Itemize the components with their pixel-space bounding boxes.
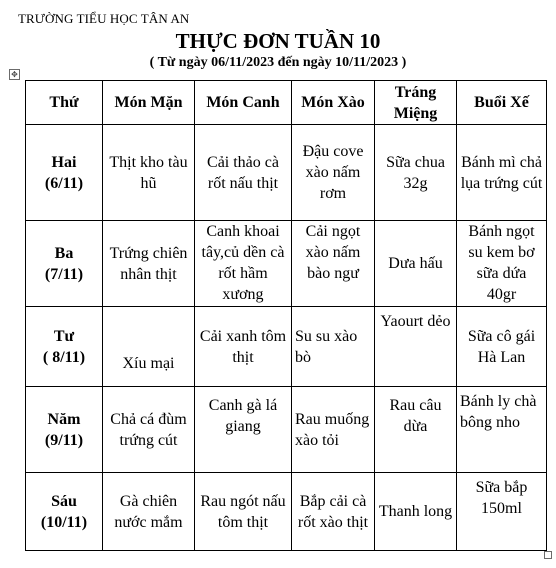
date-range: ( Từ ngày 06/11/2023 đến ngày 10/11/2023 )	[149, 55, 407, 70]
col-header-soup: Món Canh	[195, 81, 292, 125]
dessert-cell: Sữa chua 32g	[375, 125, 457, 221]
day-name: Tư	[53, 327, 75, 345]
main-dish-cell: Gà chiên nước mắm	[103, 473, 195, 551]
afternoon-snack-cell: Bánh ngọt su kem bơ sữa dứa 40gr	[457, 221, 547, 307]
day-date: (7/11)	[44, 265, 84, 283]
day-date: (10/11)	[40, 513, 88, 531]
day-date: (6/11)	[44, 174, 84, 192]
dessert-cell: Thanh long	[375, 473, 457, 551]
dessert-cell: Yaourt dẻo	[375, 307, 457, 387]
afternoon-snack-cell: Bánh ly chà bông nho	[457, 387, 547, 473]
stir-fry-cell: Bắp cải cà rốt xào thịt	[292, 473, 375, 551]
school-name: TRƯỜNG TIỂU HỌC TÂN AN	[18, 11, 190, 26]
main-dish-cell: Thịt kho tàu hũ	[103, 125, 195, 221]
dessert-cell: Rau câu dừa	[375, 387, 457, 473]
dessert-cell: Dưa hấu	[375, 221, 457, 307]
soup-cell: Cải xanh tôm thịt	[195, 307, 292, 387]
weekly-menu-table	[25, 80, 547, 551]
day-name: Năm	[47, 410, 81, 428]
header-row	[26, 81, 547, 125]
table-move-handle-icon[interactable]: ✥	[9, 69, 20, 80]
main-dish-cell: Chả cá đùm trứng cút	[103, 387, 195, 473]
menu-title: THỰC ĐƠN TUẦN 10	[175, 29, 381, 53]
col-header-stir-fry: Món Xào	[292, 81, 375, 125]
stir-fry-cell: Cải ngọt xào nấm bào ngư	[292, 221, 375, 307]
day-cell	[26, 125, 103, 221]
day-cell	[26, 307, 103, 387]
day-name: Ba	[54, 244, 74, 262]
table-row	[26, 221, 547, 307]
day-cell	[26, 387, 103, 473]
table-row	[26, 473, 547, 551]
table-resize-handle[interactable]	[544, 551, 552, 559]
day-name: Hai	[51, 153, 77, 171]
stir-fry-cell: Su su xào bò	[292, 307, 375, 387]
main-dish-cell: Xíu mại	[103, 307, 195, 387]
main-dish-cell: Trứng chiên nhân thịt	[103, 221, 195, 307]
stir-fry-cell: Đậu cove xào nấm rơm	[292, 125, 375, 221]
afternoon-snack-cell: Sữa bắp 150ml	[457, 473, 547, 551]
col-header-main-dish: Món Mặn	[103, 81, 195, 125]
col-header-afternoon-snack: Buổi Xế	[457, 81, 547, 125]
col-header-day: Thứ	[26, 81, 103, 125]
afternoon-snack-cell: Bánh mì chả lụa trứng cút	[457, 125, 547, 221]
soup-cell: Canh gà lá giang	[195, 387, 292, 473]
afternoon-snack-cell: Sữa cô gái Hà Lan	[457, 307, 547, 387]
day-date: ( 8/11)	[42, 348, 86, 366]
day-cell	[26, 473, 103, 551]
day-date: (9/11)	[44, 431, 84, 449]
soup-cell: Rau ngót nấu tôm thịt	[195, 473, 292, 551]
table-row	[26, 125, 547, 221]
day-cell	[26, 221, 103, 307]
table-row	[26, 307, 547, 387]
soup-cell: Canh khoai tây,củ dền cà rốt hầm xương	[195, 221, 292, 307]
soup-cell: Cải thảo cà rốt nấu thịt	[195, 125, 292, 221]
table-row	[26, 387, 547, 473]
stir-fry-cell: Rau muống xào tỏi	[292, 387, 375, 473]
day-name: Sáu	[51, 492, 77, 510]
col-header-dessert: Tráng Miệng	[375, 81, 457, 125]
